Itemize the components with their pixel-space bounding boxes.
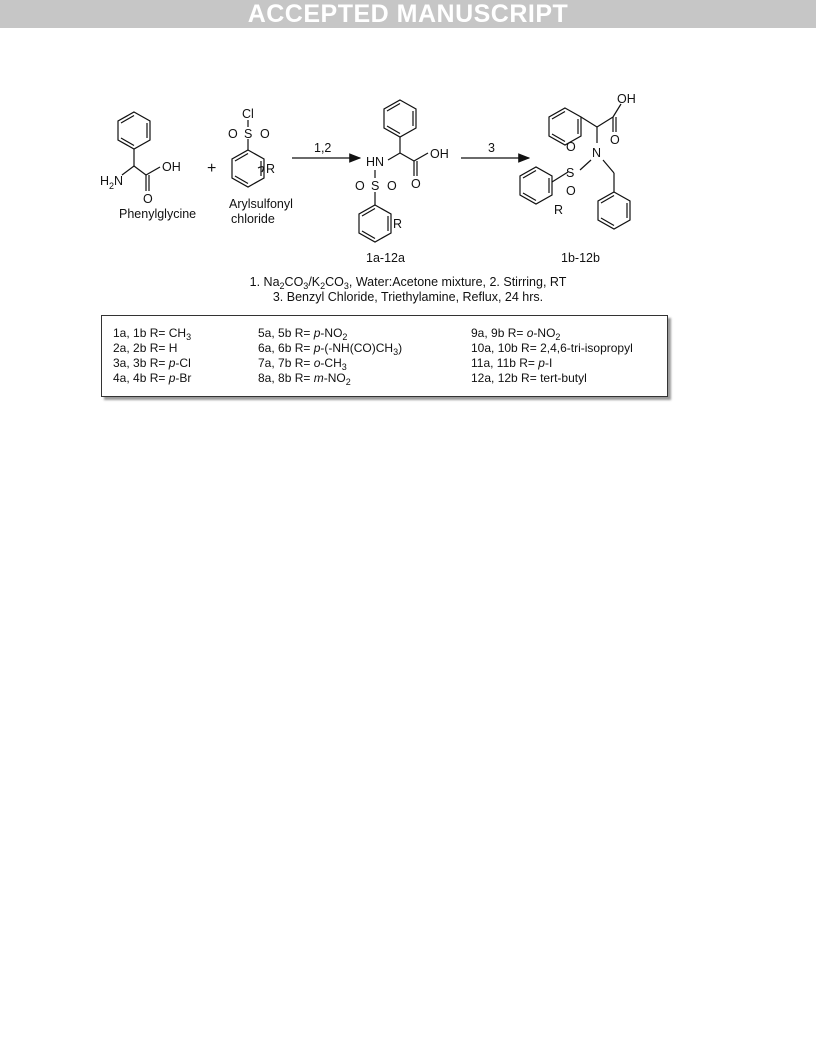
product2-label: 1b-12b — [561, 251, 600, 265]
legend-entry: 6a, 6b $R= p-(-NH(CO)CH_3)$ — [258, 341, 403, 357]
sulfonyl-o-left-1: O — [228, 127, 238, 141]
legend-entry: 8a, 8b $R= m-NO_2$ — [258, 371, 351, 387]
acid-o-3: O — [610, 133, 620, 147]
r-group-2: R — [393, 217, 403, 231]
amine-n: N — [114, 174, 124, 188]
banner-title: ACCEPTED MANUSCRIPT — [247, 0, 569, 28]
sulfonyl-s-1: S — [244, 127, 253, 141]
acid-oh-3: OH — [617, 92, 636, 106]
legend-entry: 3a, 3b R= p-Cl — [113, 356, 191, 370]
plus-sign: + — [207, 160, 217, 177]
product-b-structure — [520, 104, 630, 229]
r-group-1: R — [266, 162, 276, 176]
chlorine-label: Cl — [242, 107, 254, 121]
legend-entry: 2a, 2b R= H — [113, 341, 178, 355]
acid-o-1: O — [143, 192, 153, 206]
legend-entry: 7a, 7b $R= o-CH_3$ — [258, 356, 347, 372]
legend-entry: 4a, 4b R= p-Br — [113, 371, 192, 385]
reactant1-label: Phenylglycine — [119, 207, 197, 221]
legend-entry: 9a, 9b $R= o-NO_2$ — [471, 326, 561, 342]
reactant2-label-line2: chloride — [231, 212, 275, 226]
sulfonyl-o-bottom-3: O — [566, 184, 576, 198]
acid-o-2: O — [411, 177, 421, 191]
reactant2-label-line1: Arylsulfonyl — [229, 197, 293, 211]
amine-2: 2 — [109, 181, 115, 191]
r-group-3: R — [554, 203, 564, 217]
arrow2-label: 3 — [488, 141, 495, 155]
sulfonyl-o-left-2: O — [355, 179, 365, 193]
sulfonyl-s-2: S — [371, 179, 380, 193]
amine-h: H — [100, 174, 110, 188]
hn-label: HN — [366, 155, 385, 169]
phenylglycine-structure — [118, 112, 160, 191]
legend-entry: 5a, 5b $R= p-NO_2$ — [258, 326, 348, 342]
sulfonyl-s-3: S — [566, 166, 575, 180]
arrow1-label: 1,2 — [314, 141, 332, 155]
conditions-line-2: 3. Benzyl Chloride, Triethylamine, Reflux, 24 hrs. — [272, 290, 544, 304]
product1-label: 1a-12a — [366, 251, 405, 265]
sulfonyl-o-right-1: O — [260, 127, 270, 141]
sulfonyl-o-top-3: O — [566, 140, 576, 154]
legend-entry: 12a, 12b R= tert-butyl — [471, 371, 587, 385]
legend-entry: 1a, 1b $R= CH_3$ — [113, 326, 192, 342]
legend-entry: 11a, 11b R= p-I — [471, 356, 553, 370]
acid-oh-2: OH — [430, 147, 449, 161]
acid-oh-1: OH — [162, 160, 181, 174]
n-label: N — [592, 146, 602, 160]
sulfonyl-o-right-2: O — [387, 179, 397, 193]
legend-entry: 10a, 10b R= 2,4,6-tri-isopropyl — [471, 341, 633, 355]
conditions-line-1: 1. $Na_2CO_3/K_2CO_3$, Water:Acetone mixture, 2. Stirring, RT — [249, 275, 567, 291]
